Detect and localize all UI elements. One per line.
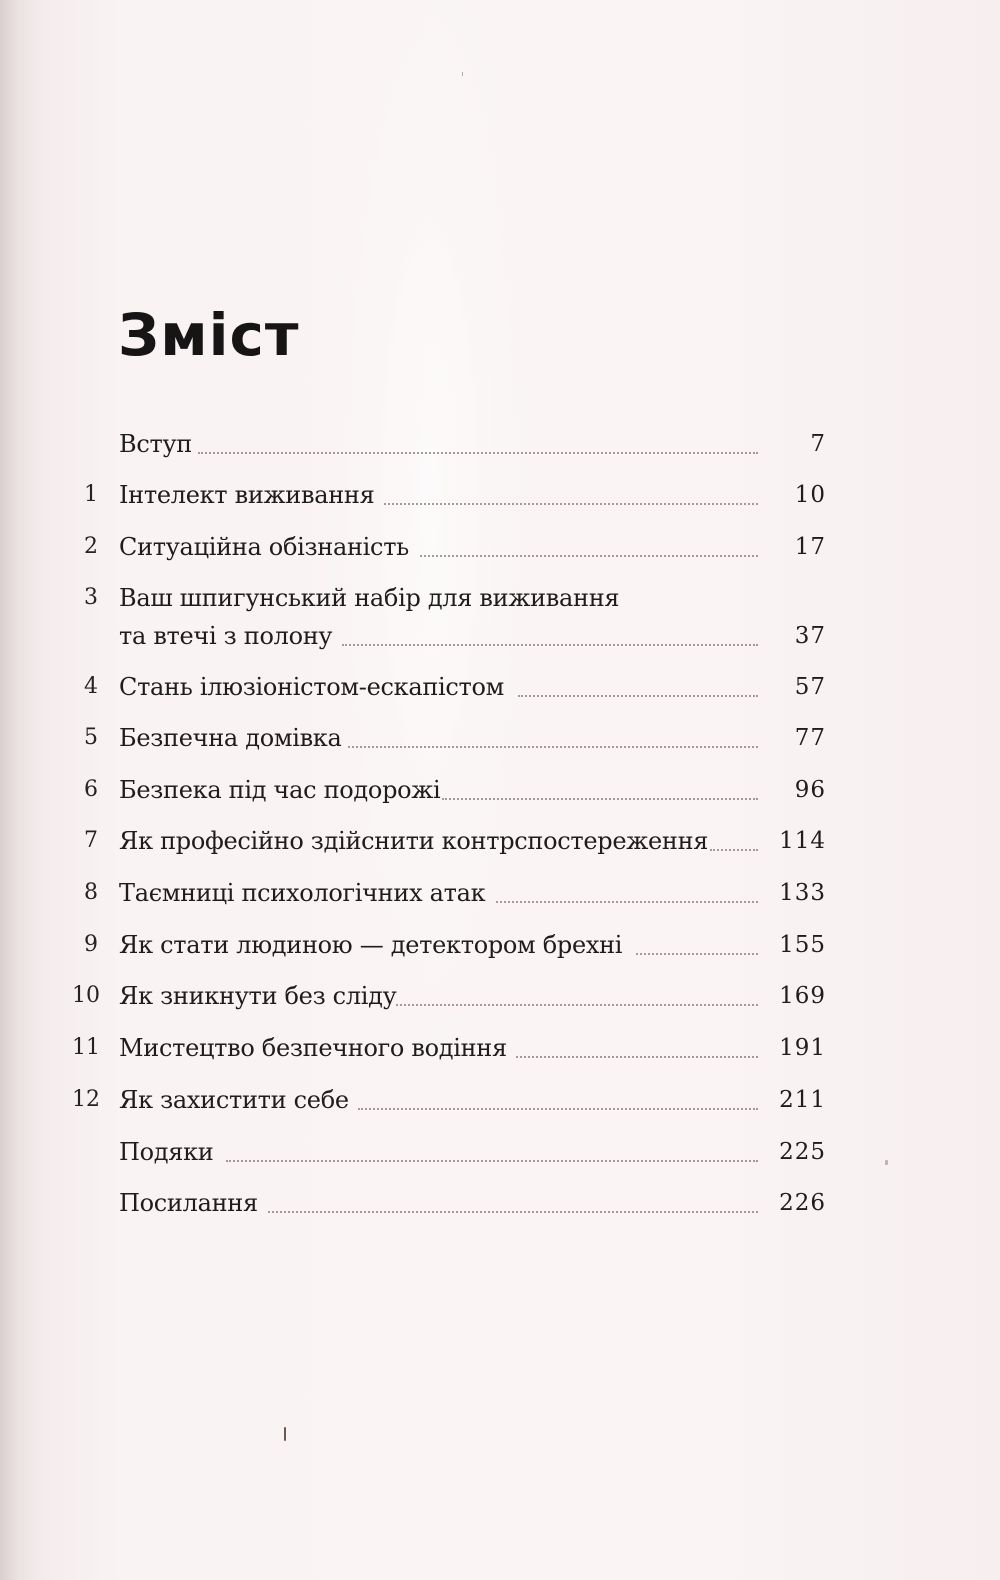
entry-title: Як професійно здійснити контрспостереження xyxy=(119,827,709,855)
chapter-number: 7 xyxy=(84,828,98,853)
chapter-number: 5 xyxy=(84,725,98,750)
entry-title: Подяки xyxy=(119,1138,214,1166)
page-number: 155 xyxy=(779,932,826,958)
entry-title: Стань ілюзіоністом-ескапістом xyxy=(119,673,505,701)
dot-leader xyxy=(442,798,758,800)
chapter-number: 3 xyxy=(84,585,98,610)
dot-leader xyxy=(396,1004,758,1006)
page-number: 133 xyxy=(779,880,826,906)
dot-leader xyxy=(226,1160,758,1162)
page-number: 7 xyxy=(810,431,826,457)
page-number: 226 xyxy=(779,1190,826,1216)
entry-title-continued: та втечі з полону xyxy=(119,622,333,650)
chapter-number: 8 xyxy=(84,880,98,905)
dot-leader xyxy=(496,901,758,903)
entry-title: Безпечна домівка xyxy=(119,724,342,752)
page-number: 77 xyxy=(794,725,826,751)
toc-entry-chapter-5 xyxy=(0,720,1000,756)
page-number: 169 xyxy=(779,983,826,1009)
dot-leader xyxy=(516,1056,758,1058)
page-number: 57 xyxy=(794,674,826,700)
toc-entry-intro xyxy=(0,426,1000,462)
entry-title: Таємниці психологічних атак xyxy=(119,879,486,907)
chapter-number: 2 xyxy=(84,534,98,559)
chapter-number: 12 xyxy=(72,1087,100,1112)
entry-title: Інтелект виживання xyxy=(119,481,375,509)
toc-entry-references xyxy=(0,1185,1000,1221)
entry-title: Ситуаційна обізнаність xyxy=(119,533,409,561)
toc-entry-chapter-9 xyxy=(0,927,1000,963)
entry-title: Вступ xyxy=(119,430,192,458)
dot-leader xyxy=(636,953,758,955)
dot-leader xyxy=(348,746,758,748)
toc-entry-chapter-8 xyxy=(0,875,1000,911)
chapter-number: 10 xyxy=(72,983,100,1008)
toc-entry-chapter-10 xyxy=(0,978,1000,1014)
dot-leader xyxy=(342,644,758,646)
page-number: 17 xyxy=(794,534,826,560)
entry-title: Ваш шпигунський набір для виживання xyxy=(119,584,620,612)
chapter-number: 6 xyxy=(84,777,98,802)
page-number: 225 xyxy=(779,1139,826,1165)
dot-leader xyxy=(198,452,758,454)
toc-entry-chapter-7 xyxy=(0,823,1000,859)
dot-leader xyxy=(384,503,758,505)
entry-title: Як зникнути без сліду xyxy=(119,982,397,1010)
chapter-number: 11 xyxy=(72,1035,100,1060)
toc-entry-chapter-3 xyxy=(0,580,1000,664)
chapter-number: 9 xyxy=(84,932,98,957)
toc-entry-chapter-1 xyxy=(0,477,1000,513)
dot-leader xyxy=(518,695,758,697)
toc-entry-chapter-2 xyxy=(0,529,1000,565)
page-number: 37 xyxy=(794,623,826,649)
entry-title: Мистецтво безпечного водіння xyxy=(119,1034,507,1062)
dot-leader xyxy=(710,849,758,851)
page-number: 211 xyxy=(779,1087,826,1113)
toc-entry-acknowledgments xyxy=(0,1134,1000,1170)
paper-speck xyxy=(284,1427,286,1441)
toc-entry-chapter-6 xyxy=(0,772,1000,808)
entry-title: Посилання xyxy=(119,1189,258,1217)
toc-entry-chapter-12 xyxy=(0,1082,1000,1118)
page-number: 10 xyxy=(794,482,826,508)
page-title: Зміст xyxy=(118,301,300,369)
toc-entry-chapter-4 xyxy=(0,669,1000,705)
entry-title: Як стати людиною — детектором брехні xyxy=(119,931,623,959)
entry-title: Як захистити себе xyxy=(119,1086,349,1114)
chapter-number: 4 xyxy=(84,674,98,699)
dot-leader xyxy=(268,1211,758,1213)
paper-speck xyxy=(462,72,463,76)
dot-leader xyxy=(420,555,758,557)
dot-leader xyxy=(358,1108,758,1110)
chapter-number: 1 xyxy=(84,482,98,507)
page-number: 114 xyxy=(779,828,826,854)
entry-title: Безпека під час подорожі xyxy=(119,776,441,804)
toc-entry-chapter-11 xyxy=(0,1030,1000,1066)
page-number: 191 xyxy=(779,1035,826,1061)
paper-speck xyxy=(885,1160,888,1165)
page-number: 96 xyxy=(794,777,826,803)
